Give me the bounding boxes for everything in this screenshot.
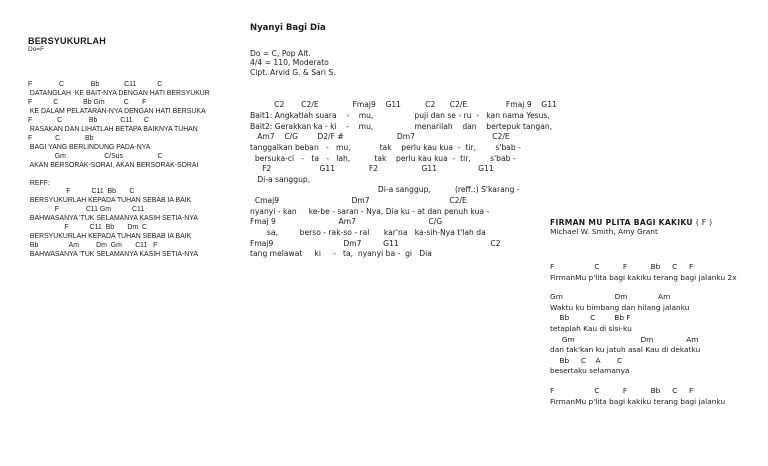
- lyrics-block: [550, 292, 768, 377]
- chord-line: F C F Bb C F: [550, 262, 694, 271]
- lyric-line: bersuka-ci - ta - lah, tak perlu kau kua - tir, s'bab -: [250, 153, 516, 163]
- chord-line: F C Bb Gm C F: [28, 98, 147, 106]
- song-title: BERSYUKURLAH: [28, 36, 106, 46]
- lyric-line: tanggalkan beban - mu, tak perlu kau kua - tir, s'bab -: [250, 142, 521, 152]
- lyric-line: FirmanMu p'lita bagi kakiku terang bagi jalanku 2x: [550, 272, 737, 282]
- chord-line: F C Bb: [28, 134, 94, 142]
- lyric-line: BAHWASANYA 'TUK SELAMANYA KASIH SETIA-NYA: [28, 251, 198, 259]
- lyric-line: nyanyi - kan ke-be - saran - Nya, Dia ku - at dan penuh kua -: [250, 206, 490, 216]
- lyric-line: KE DALAM PELATARAN-NYA DENGAN HATI BERSUKA: [28, 107, 206, 115]
- chord-line: Fmaj9 Dm7 G11 C2: [250, 238, 501, 248]
- chord-line: C2 C2/E Fmaj9 G11 C2 C2/E Fmaj 9 G11: [250, 100, 557, 110]
- lyric-line: Bait1: Angkatlah suara - mu, puji dan se - ru - kan nama Yesus,: [250, 110, 550, 120]
- chord-line: F2 G11 F2 G11 G11: [250, 164, 494, 174]
- lyric-line: FirmanMu p'lita bagi kakiku terang bagi jalanku: [550, 396, 726, 406]
- chord-line: F C11 Bb Dm C: [28, 224, 147, 232]
- lyric-line: tang melawat ki - ta, nyanyi ba - gi Dia: [250, 249, 432, 259]
- lyric-line: BAGI YANG BERLINDUNG PADA-NYA: [28, 143, 151, 151]
- song-key: Do=F: [28, 46, 45, 53]
- lyric-line: besertaku selamanya: [550, 366, 630, 376]
- song-title: FIRMAN MU PLITA BAGI KAKIKU: [550, 218, 693, 227]
- lyric-line: RASAKAN DAN LIHATLAH BETAPA BAIKNYA TUHAN: [28, 125, 198, 133]
- lyric-line: dan tak'kan ku jatuh asal Kau di dekatku: [550, 345, 701, 355]
- lyric-line: DATANGLAH KE BAIT-NYA DENGAN HATI BERSYUKUR: [28, 89, 210, 97]
- song-authors: Michael W. Smith, Amy Grant: [550, 227, 658, 236]
- lyrics-block: [550, 386, 768, 407]
- chord-line: Gm Dm Am: [550, 292, 671, 302]
- chord-line: Am7 C/G D2/F # Dm7 C2/E: [250, 132, 510, 142]
- lyric-line: BERSYUKURLAH KEPADA TUHAN SEBAB IA BAIK: [28, 233, 192, 241]
- chord-line: Fmaj 9 Am7 C/G: [250, 217, 443, 227]
- song-bersyukurlah: [28, 36, 238, 260]
- lyrics-lines: [250, 100, 557, 260]
- chord-line: F C11 Bb C: [28, 188, 135, 196]
- lyric-line: AKAN BERSORAK-SORAI, AKAN BERSORAK-SORAI: [28, 161, 199, 169]
- lyric-line: Di-a sanggup, (reff.:) S'karang -: [250, 185, 520, 195]
- chord-line: F C F Bb C F: [550, 385, 694, 395]
- section-label: REFF:: [28, 179, 50, 187]
- lyric-line: Waktu ku bimbang dan hilang jalanku: [550, 302, 690, 312]
- chord-line: F C Bb C11 C: [28, 116, 149, 124]
- meta-line: 4/4 = 110, Moderato: [250, 58, 329, 68]
- chord-line: Bb Am Dm Gm C11 F: [28, 242, 158, 250]
- chord-line: Gm Dm Am: [550, 334, 699, 344]
- chord-line: Bb C Bb F: [550, 313, 631, 323]
- song-meta: [250, 49, 550, 77]
- lyric-line: sa, berso - rak-so - ral kar'na ka-sih-Nya t'lah da: [250, 228, 486, 238]
- song-title: Nyanyi Bagi Dia: [250, 23, 326, 33]
- spacer: [550, 377, 768, 386]
- chord-line: F C11 Gm C11: [28, 206, 145, 214]
- meta-line: Cipt. Arvid G. & Sari S.: [250, 67, 336, 77]
- song-title-row: [550, 218, 768, 227]
- song-key: ( F ): [695, 218, 713, 227]
- lyrics-lines: [28, 81, 238, 260]
- spacer: [550, 283, 768, 292]
- chord-line: Bb C A C: [550, 355, 623, 365]
- chord-line: F C Bb C11 C: [28, 81, 163, 88]
- chord-line: Cmaj9 Dm7 C2/E: [250, 196, 467, 206]
- song-nyanyi-bagi-dia: [250, 23, 557, 260]
- meta-line: Do = C, Pop Alt.: [250, 49, 311, 58]
- lyric-line: BERSYUKURLAH KEPADA TUHAN SEBAB IA BAIK: [28, 197, 192, 205]
- song-firman-mu: [550, 218, 768, 407]
- lyric-line: tetaplah Kau di sisi-ku: [550, 323, 632, 333]
- chord-line: Gm C/Sus C: [28, 152, 163, 160]
- spacer: [28, 171, 238, 180]
- lyric-line: BAHWASANYA 'TUK SELAMANYA KASIH SETIA-NYA: [28, 215, 198, 223]
- lyric-line: Bait2: Gerakkan ka - ki - mu, menarilah dan bertepuk tangan,: [250, 121, 553, 131]
- lyrics-block: [550, 262, 768, 283]
- lyric-line: Di-a sanggup,: [250, 174, 311, 184]
